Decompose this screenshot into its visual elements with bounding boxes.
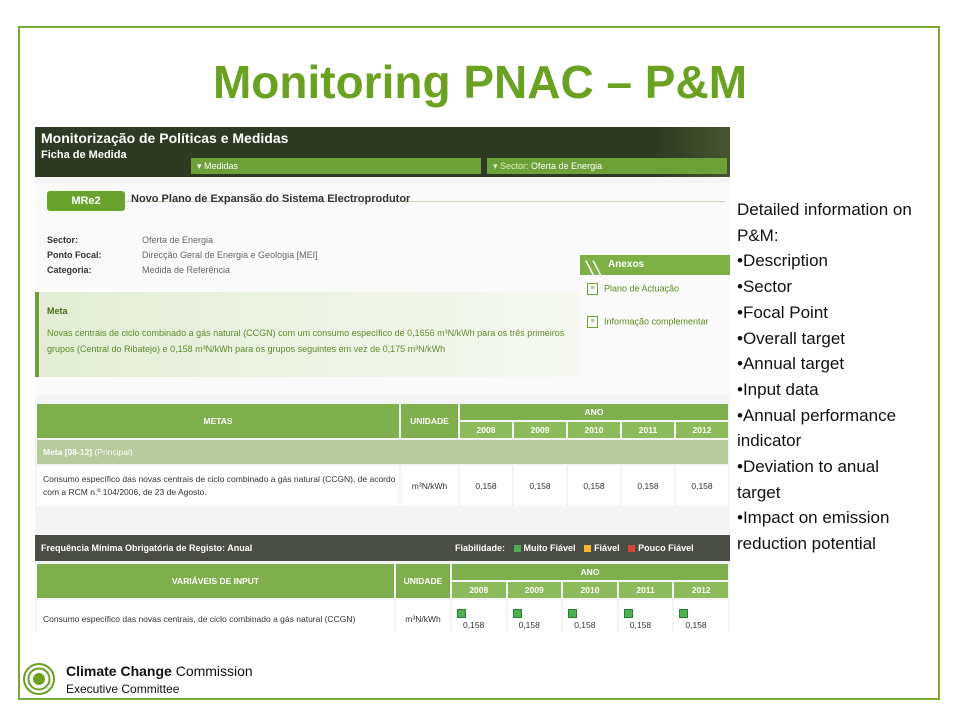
col-header-year: 2008 [460,422,512,438]
green-square-icon [514,545,521,552]
meta-box [35,292,580,377]
field-label: Ponto Focal: [47,250,102,260]
metas-table [35,402,730,508]
row-value: 0,158 [685,619,707,630]
measure-code-badge: MRe2 [47,191,125,211]
pm-info-item: •Annual target [737,354,845,374]
app-screenshot [35,127,730,632]
reliability-level: Muito Fiável [523,543,576,553]
row-value: 0,158 [568,466,620,506]
pm-info-intro: Detailed information on P&M: [737,200,912,245]
reliability-indicator-icon [624,609,633,618]
meta-heading: Meta [47,306,68,316]
row-value: 0,158 [518,619,540,630]
measure-title: Novo Plano de Expansão do Sistema Electroprodutor [131,193,411,205]
paperclip-icon: ╲╲ [586,261,601,275]
field-label: Categoria: [47,265,92,275]
anexos-title: Anexos [608,259,645,270]
header-title: Monitorização de Políticas e Medidas [41,130,289,146]
pm-info-item: •Overall target [737,328,845,348]
row-value-cell [674,600,728,632]
anexo-link-informacao[interactable] [587,316,709,328]
row-value-cell [452,600,506,632]
pm-info-item: •Focal Point [737,302,828,322]
anexo-link-plano[interactable] [587,283,679,295]
meta-text: Novas centrais de ciclo combinado a gás natural (CCGN) com um consumo específico de 0,1656 m³N/kWh para os três primeiros grupos (Central do Ribatejo) e 0,158 m³N/kWh para os grupos seguintes em vez de 0,175 m³N/kWh [47,328,565,354]
row-value: 0,158 [676,466,728,506]
reliability-indicator-icon [457,609,466,618]
pm-info-item: •Input data [737,379,819,399]
col-header-ano: ANO [460,404,728,420]
table-row [37,600,728,632]
pm-info-item: •Description [737,251,828,271]
field-focal-point [47,250,318,260]
col-header-metas: METAS [37,404,399,438]
row-value: 0,158 [622,466,674,506]
pm-info-item: •Annual performance indicator [737,405,897,451]
row-value: 0,158 [574,619,596,630]
pm-info-item: •Sector [737,277,793,297]
document-icon: ≡ [587,316,598,328]
sector-dropdown-label: ▾ Sector: [493,161,529,171]
field-category [47,265,230,275]
reliability-legend [455,543,694,553]
pm-info-item: •Deviation to anual target [737,457,880,502]
row-value: 0,158 [514,466,566,506]
col-header-year: 2011 [622,422,674,438]
reliability-label: Fiabilidade: [455,543,506,553]
row-value-cell [619,600,673,632]
row-unit: m³N/kWh [396,600,450,632]
row-value: 0,158 [629,619,652,630]
col-header-year: 2010 [563,582,617,598]
registration-frequency-bar [35,535,730,561]
field-value: Direcção Geral de Energia e Geologia [MEI] [142,250,318,260]
document-icon: ≡ [587,283,598,295]
app-header [35,127,730,177]
slide-title: Monitoring PNAC – P&M [212,56,748,108]
field-sector [47,235,213,245]
medidas-dropdown-label: ▾ Medidas [197,161,239,171]
medidas-dropdown[interactable] [191,158,481,174]
col-header-year: 2012 [676,422,728,438]
col-header-variaveis: VARIÁVEIS DE INPUT [37,564,394,598]
meta-group-row [37,440,728,464]
col-header-year: 2012 [674,582,728,598]
header-subtitle: Ficha de Medida [41,149,127,161]
row-description: Consumo específico das novas centrais, de ciclo combinado a gás natural (CCGN) [37,600,394,632]
table-row [37,466,728,506]
input-variables-table [35,562,730,632]
reliability-level: Pouco Fiável [638,543,694,553]
reliability-indicator-icon [568,609,577,618]
row-value-cell [508,600,562,632]
col-header-unidade: UNIDADE [396,564,450,598]
anexo-link-label: Informação complementar [604,316,709,327]
row-value-cell [563,600,617,632]
sector-dropdown[interactable] [487,158,727,174]
red-square-icon [628,545,635,552]
row-description: Consumo específico das novas centrais de ciclo combinado a gás natural (CCGN), de acordo com a RCM n.º 104/2006, de 23 de Agosto. [37,466,399,506]
field-label: Sector: [47,235,79,245]
footer-commission [66,663,253,679]
col-header-year: 2009 [514,422,566,438]
field-value: Oferta de Energia [142,235,214,245]
meta-group-label: Meta [08-12] [43,447,93,457]
anexo-link-label: Plano de Actuação [604,283,680,294]
yellow-square-icon [584,545,591,552]
pm-info-list [737,197,947,557]
commission-logo-icon [23,663,55,695]
col-header-year: 2010 [568,422,620,438]
col-header-year: 2009 [508,582,562,598]
col-header-year: 2008 [452,582,506,598]
reliability-indicator-icon [513,609,522,618]
row-value: 0,158 [463,619,485,630]
meta-group-suffix: (Principal) [92,447,133,457]
frequency-text: Frequência Mínima Obrigatória de Registo: Anual [41,543,253,553]
pm-info-item: •Impact on emission reduction potential [737,508,890,554]
footer-commission-bold: Climate Change [66,663,172,679]
anexos-header [580,255,730,275]
col-header-ano: ANO [452,564,728,580]
reliability-indicator-icon [679,609,688,618]
field-value: Medida de Referência [142,265,231,275]
sector-dropdown-value: Oferta de Energia [528,161,603,171]
reliability-level: Fiável [594,543,620,553]
footer-commission-rest: Commission [171,663,253,679]
col-header-unidade: UNIDADE [401,404,458,438]
row-unit: m³N/kWh [401,466,458,506]
col-header-year: 2011 [619,582,673,598]
row-value: 0,158 [460,466,512,506]
footer-committee: Executive Committee [66,682,180,696]
